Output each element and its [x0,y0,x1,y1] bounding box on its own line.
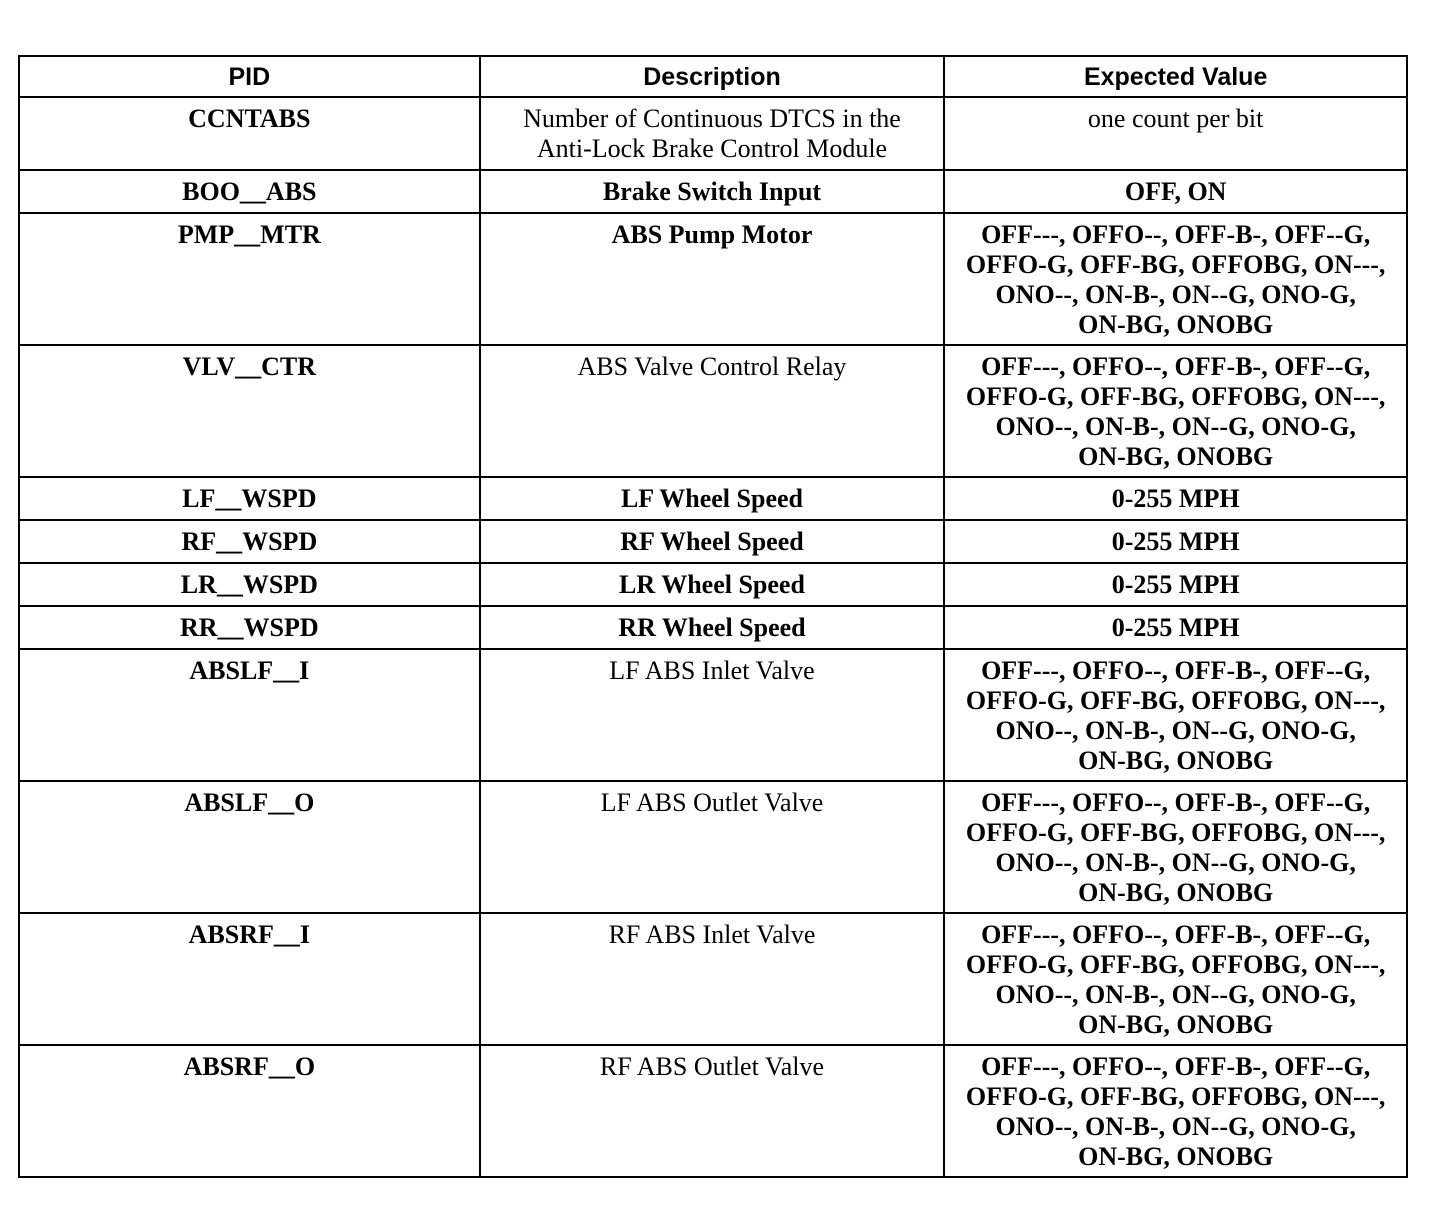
header-row [19,56,1407,97]
description-line: LF ABS Outlet Valve [600,788,824,817]
pid-table [18,55,1408,1178]
expected-value-line: 0-255 MPH [1111,570,1240,599]
expected-value-cell [944,563,1407,606]
table-row [19,606,1407,649]
header-description: Description [480,56,945,97]
expected-value-line: ON-BG, ONOBG [1078,1010,1274,1039]
expected-value-cell [944,477,1407,520]
expected-value-line: OFF, ON [1124,177,1227,206]
description-line: ABS Valve Control Relay [577,352,847,381]
description-cell [480,520,945,563]
expected-value-line: ONO--, ON-B-, ON--G, ONO-G, [995,716,1356,745]
pid-cell: LR__WSPD [19,563,480,606]
description-cell [480,170,945,213]
table-row [19,520,1407,563]
table-row [19,170,1407,213]
description-line: Brake Switch Input [602,177,822,206]
expected-value-cell [944,520,1407,563]
expected-value-line: ON-BG, ONOBG [1078,310,1274,339]
expected-value-cell [944,213,1407,345]
expected-value-line: OFF---, OFFO--, OFF-B-, OFF--G, [981,656,1371,685]
expected-value-line: OFFO-G, OFF-BG, OFFOBG, ON---, [965,950,1386,979]
expected-value-line: ONO--, ON-B-, ON--G, ONO-G, [995,980,1356,1009]
description-line: Anti-Lock Brake Control Module [536,134,888,163]
pid-cell: CCNTABS [19,97,480,170]
expected-value-cell [944,913,1407,1045]
header-pid: PID [19,56,480,97]
description-cell [480,913,945,1045]
description-cell [480,781,945,913]
pid-cell: RF__WSPD [19,520,480,563]
description-line: ABS Pump Motor [611,220,813,249]
description-line: RF ABS Outlet Valve [599,1052,825,1081]
table-row [19,563,1407,606]
expected-value-line: OFF---, OFFO--, OFF-B-, OFF--G, [981,220,1371,249]
pid-cell: LF__WSPD [19,477,480,520]
pid-cell: ABSRF__O [19,1045,480,1177]
expected-value-line: OFFO-G, OFF-BG, OFFOBG, ON---, [965,686,1386,715]
expected-value-line: ON-BG, ONOBG [1078,442,1274,471]
expected-value-line: OFF---, OFFO--, OFF-B-, OFF--G, [981,788,1371,817]
description-line: LF ABS Inlet Valve [609,656,815,685]
expected-value-line: ONO--, ON-B-, ON--G, ONO-G, [995,280,1356,309]
pid-cell: ABSLF__O [19,781,480,913]
expected-value-line: ON-BG, ONOBG [1078,746,1274,775]
table-row [19,649,1407,781]
expected-value-cell [944,97,1407,170]
description-cell [480,345,945,477]
description-line: RF Wheel Speed [620,527,804,556]
expected-value-line: ONO--, ON-B-, ON--G, ONO-G, [995,848,1356,877]
expected-value-line: 0-255 MPH [1111,613,1240,642]
expected-value-line: ONO--, ON-B-, ON--G, ONO-G, [995,412,1356,441]
expected-value-line: OFFO-G, OFF-BG, OFFOBG, ON---, [965,1082,1386,1111]
expected-value-cell [944,781,1407,913]
expected-value-line: one count per bit [1087,104,1264,133]
description-line: LR Wheel Speed [619,570,805,599]
expected-value-cell [944,649,1407,781]
expected-value-line: ON-BG, ONOBG [1078,1142,1274,1171]
expected-value-line: OFFO-G, OFF-BG, OFFOBG, ON---, [965,250,1386,279]
pid-cell: ABSLF__I [19,649,480,781]
expected-value-cell [944,170,1407,213]
description-cell [480,1045,945,1177]
table-row [19,1045,1407,1177]
pid-cell: BOO__ABS [19,170,480,213]
expected-value-line: 0-255 MPH [1111,484,1240,513]
description-cell [480,563,945,606]
description-cell [480,649,945,781]
table-row [19,781,1407,913]
description-line: RR Wheel Speed [618,613,806,642]
expected-value-line: OFF---, OFFO--, OFF-B-, OFF--G, [981,352,1371,381]
expected-value-line: OFF---, OFFO--, OFF-B-, OFF--G, [981,920,1371,949]
description-cell [480,213,945,345]
header-expected-value: Expected Value [944,56,1407,97]
table-row [19,477,1407,520]
table-row [19,345,1407,477]
description-line: LF Wheel Speed [620,484,803,513]
expected-value-line: 0-255 MPH [1111,527,1240,556]
table-body [19,97,1407,1177]
expected-value-line: ON-BG, ONOBG [1078,878,1274,907]
expected-value-line: ONO--, ON-B-, ON--G, ONO-G, [995,1112,1356,1141]
expected-value-cell [944,1045,1407,1177]
pid-cell: ABSRF__I [19,913,480,1045]
description-cell [480,97,945,170]
expected-value-line: OFFO-G, OFF-BG, OFFOBG, ON---, [965,818,1386,847]
table-header [19,56,1407,97]
expected-value-cell [944,606,1407,649]
description-cell [480,606,945,649]
description-cell [480,477,945,520]
pid-cell: PMP__MTR [19,213,480,345]
pid-cell: VLV__CTR [19,345,480,477]
table-row [19,97,1407,170]
expected-value-line: OFFO-G, OFF-BG, OFFOBG, ON---, [965,382,1386,411]
expected-value-line: OFF---, OFFO--, OFF-B-, OFF--G, [981,1052,1371,1081]
expected-value-cell [944,345,1407,477]
table-row [19,913,1407,1045]
table-row [19,213,1407,345]
pid-cell: RR__WSPD [19,606,480,649]
description-line: Number of Continuous DTCS in the [523,104,901,133]
description-line: RF ABS Inlet Valve [608,920,816,949]
